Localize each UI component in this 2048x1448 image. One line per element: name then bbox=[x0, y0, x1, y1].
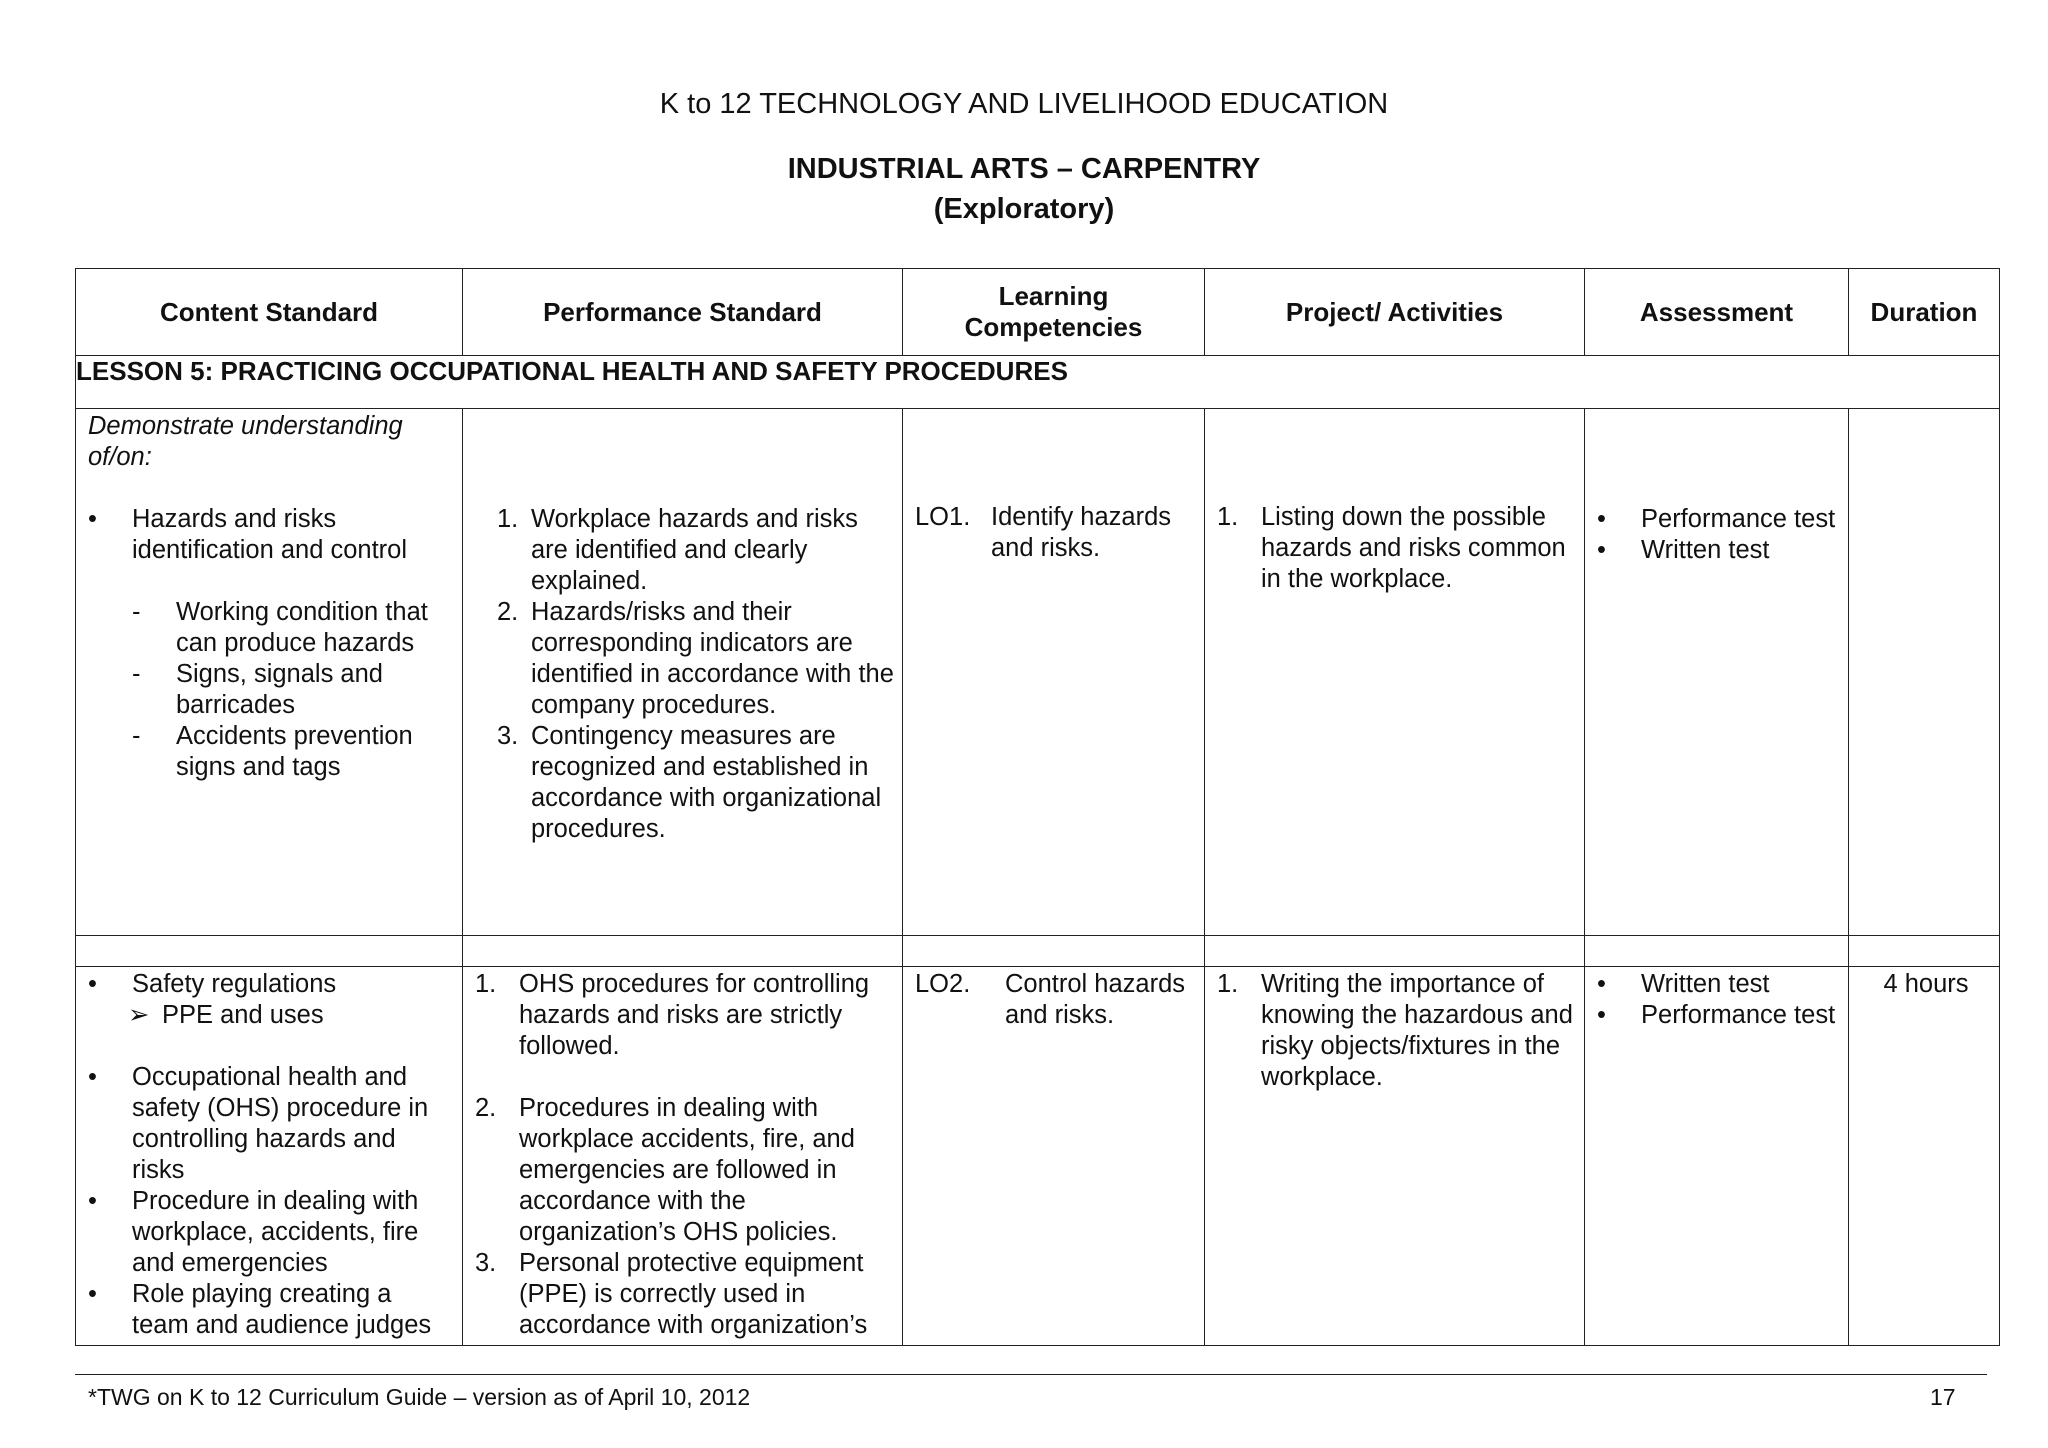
col-header-content: Content Standard bbox=[76, 269, 463, 356]
activity-cell bbox=[1205, 409, 1585, 936]
table-row bbox=[76, 967, 2000, 1346]
assessment-text: Written test bbox=[1641, 970, 1770, 998]
list-item bbox=[88, 969, 454, 1000]
content-cell bbox=[76, 967, 463, 1346]
lesson-title: LESSON 5: PRACTICING OCCUPATIONAL HEALTH AND SAFETY PROCEDURES bbox=[76, 356, 2000, 409]
list-item bbox=[88, 1186, 454, 1279]
doc-title: K to 12 TECHNOLOGY AND LIVELIHOOD EDUCATION bbox=[659, 88, 1389, 120]
assessment-cell bbox=[1585, 967, 1849, 1346]
lo-text: Control hazards and risks. bbox=[1005, 970, 1186, 1029]
bullet-marker: • bbox=[88, 970, 97, 998]
list-item bbox=[88, 597, 454, 659]
number-marker: 2. bbox=[475, 1094, 497, 1122]
content-bullet-text: Hazards and risks identification and control bbox=[132, 505, 408, 564]
list-item bbox=[475, 1093, 894, 1248]
performance-text: Hazards/risks and their corresponding indicators are identified in accordance with the company procedures. bbox=[531, 598, 894, 719]
assessment-text: Performance test bbox=[1641, 505, 1836, 533]
lesson-row bbox=[76, 356, 2000, 409]
col-header-performance: Performance Standard bbox=[463, 269, 903, 356]
dash-marker: - bbox=[132, 598, 141, 626]
dash-marker: - bbox=[132, 722, 141, 750]
list-item bbox=[475, 504, 894, 597]
bullet-marker: • bbox=[88, 505, 97, 533]
list-item bbox=[88, 1000, 454, 1031]
assessment-text: Performance test bbox=[1641, 1001, 1836, 1029]
performance-cell bbox=[463, 967, 903, 1346]
bullet-marker: • bbox=[1597, 505, 1606, 533]
table-row bbox=[76, 409, 2000, 936]
table-header-row bbox=[76, 269, 2000, 356]
list-item bbox=[475, 969, 894, 1062]
content-bullet-text: Procedure in dealing with workplace, accidents, fire and emergencies bbox=[132, 1187, 419, 1277]
footer-note: *TWG on K to 12 Curriculum Guide – version as of April 10, 2012 bbox=[88, 1384, 751, 1410]
bullet-marker: • bbox=[88, 1187, 97, 1215]
footer-divider bbox=[75, 1374, 1987, 1375]
content-intro: Demonstrate understanding of/on: bbox=[88, 412, 403, 471]
number-marker: 3. bbox=[475, 1249, 497, 1277]
number-marker: 1. bbox=[1217, 503, 1239, 531]
duration-cell bbox=[1849, 409, 2000, 936]
number-marker: 1. bbox=[497, 505, 519, 533]
spacer-row bbox=[76, 936, 2000, 967]
lo-label: LO1. bbox=[915, 503, 971, 531]
bullet-marker: • bbox=[1597, 970, 1606, 998]
list-item bbox=[475, 597, 894, 721]
dash-marker: - bbox=[132, 660, 141, 688]
performance-text: OHS procedures for controlling hazards and risks are strictly followed. bbox=[519, 970, 870, 1060]
col-header-learning bbox=[903, 269, 1205, 356]
assessment-cell bbox=[1585, 409, 1849, 936]
content-bullet-text: Role playing creating a team and audience judges bbox=[132, 1280, 432, 1339]
performance-text: Contingency measures are recognized and established in accordance with organizational procedures. bbox=[531, 722, 882, 843]
lo-label: LO2. bbox=[915, 970, 971, 998]
doc-subtitle: INDUSTRIAL ARTS – CARPENTRY bbox=[787, 153, 1261, 185]
duration-cell bbox=[1849, 967, 2000, 1346]
col-header-learning-line1: Learning bbox=[998, 281, 1109, 311]
list-item bbox=[1597, 969, 1840, 1000]
doc-subtitle-note: (Exploratory) bbox=[933, 193, 1115, 225]
number-marker: 1. bbox=[475, 970, 497, 998]
learning-cell bbox=[903, 967, 1205, 1346]
page-number: 17 bbox=[1930, 1384, 1956, 1410]
performance-text: Personal protective equipment (PPE) is correctly used in accordance with organization’s bbox=[519, 1249, 868, 1339]
bullet-marker: • bbox=[88, 1063, 97, 1091]
number-marker: 3. bbox=[497, 722, 519, 750]
col-header-learning-line2: Competencies bbox=[964, 312, 1143, 342]
list-item bbox=[88, 659, 454, 721]
list-item bbox=[475, 1248, 894, 1341]
list-item bbox=[1597, 504, 1840, 535]
bullet-marker: • bbox=[1597, 536, 1606, 564]
bullet-marker: • bbox=[88, 1280, 97, 1308]
activity-text: Listing down the possible hazards and risks common in the workplace. bbox=[1261, 503, 1566, 593]
content-bullet-text: Safety regulations bbox=[132, 970, 337, 998]
activity-cell bbox=[1205, 967, 1585, 1346]
number-marker: 2. bbox=[497, 598, 519, 626]
content-dash-text: Accidents prevention signs and tags bbox=[176, 722, 413, 781]
content-cell bbox=[76, 409, 463, 936]
list-item bbox=[88, 1279, 454, 1341]
list-item bbox=[475, 721, 894, 845]
bullet-marker: • bbox=[1597, 1001, 1606, 1029]
assessment-text: Written test bbox=[1641, 536, 1770, 564]
curriculum-table bbox=[75, 268, 2000, 1346]
duration-text bbox=[1849, 409, 1999, 411]
list-item bbox=[88, 504, 454, 566]
col-header-assessment: Assessment bbox=[1585, 269, 1849, 356]
content-arrow-text: PPE and uses bbox=[162, 1001, 324, 1029]
number-marker: 1. bbox=[1217, 970, 1239, 998]
list-item bbox=[1597, 535, 1840, 566]
activity-text: Writing the importance of knowing the hazardous and risky objects/fixtures in the workplace. bbox=[1261, 970, 1573, 1091]
lo-text: Identify hazards and risks. bbox=[991, 503, 1172, 562]
content-bullet-text: Occupational health and safety (OHS) procedure in controlling hazards and risks bbox=[132, 1063, 429, 1184]
content-dash-text: Signs, signals and barricades bbox=[176, 660, 383, 719]
col-header-duration: Duration bbox=[1849, 269, 2000, 356]
list-item bbox=[88, 721, 454, 783]
performance-text: Workplace hazards and risks are identified and clearly explained. bbox=[531, 505, 858, 595]
arrow-marker-icon: ➢ bbox=[128, 1001, 150, 1029]
list-item bbox=[88, 1062, 454, 1186]
list-item bbox=[1597, 1000, 1840, 1031]
content-dash-text: Working condition that can produce hazards bbox=[176, 598, 428, 657]
performance-text: Procedures in dealing with workplace accidents, fire, and emergencies are followed in accordance with the organization’s OHS policies. bbox=[519, 1094, 855, 1246]
col-header-activities: Project/ Activities bbox=[1205, 269, 1585, 356]
duration-text: 4 hours bbox=[1883, 970, 1969, 998]
learning-cell bbox=[903, 409, 1205, 936]
performance-cell bbox=[463, 409, 903, 936]
